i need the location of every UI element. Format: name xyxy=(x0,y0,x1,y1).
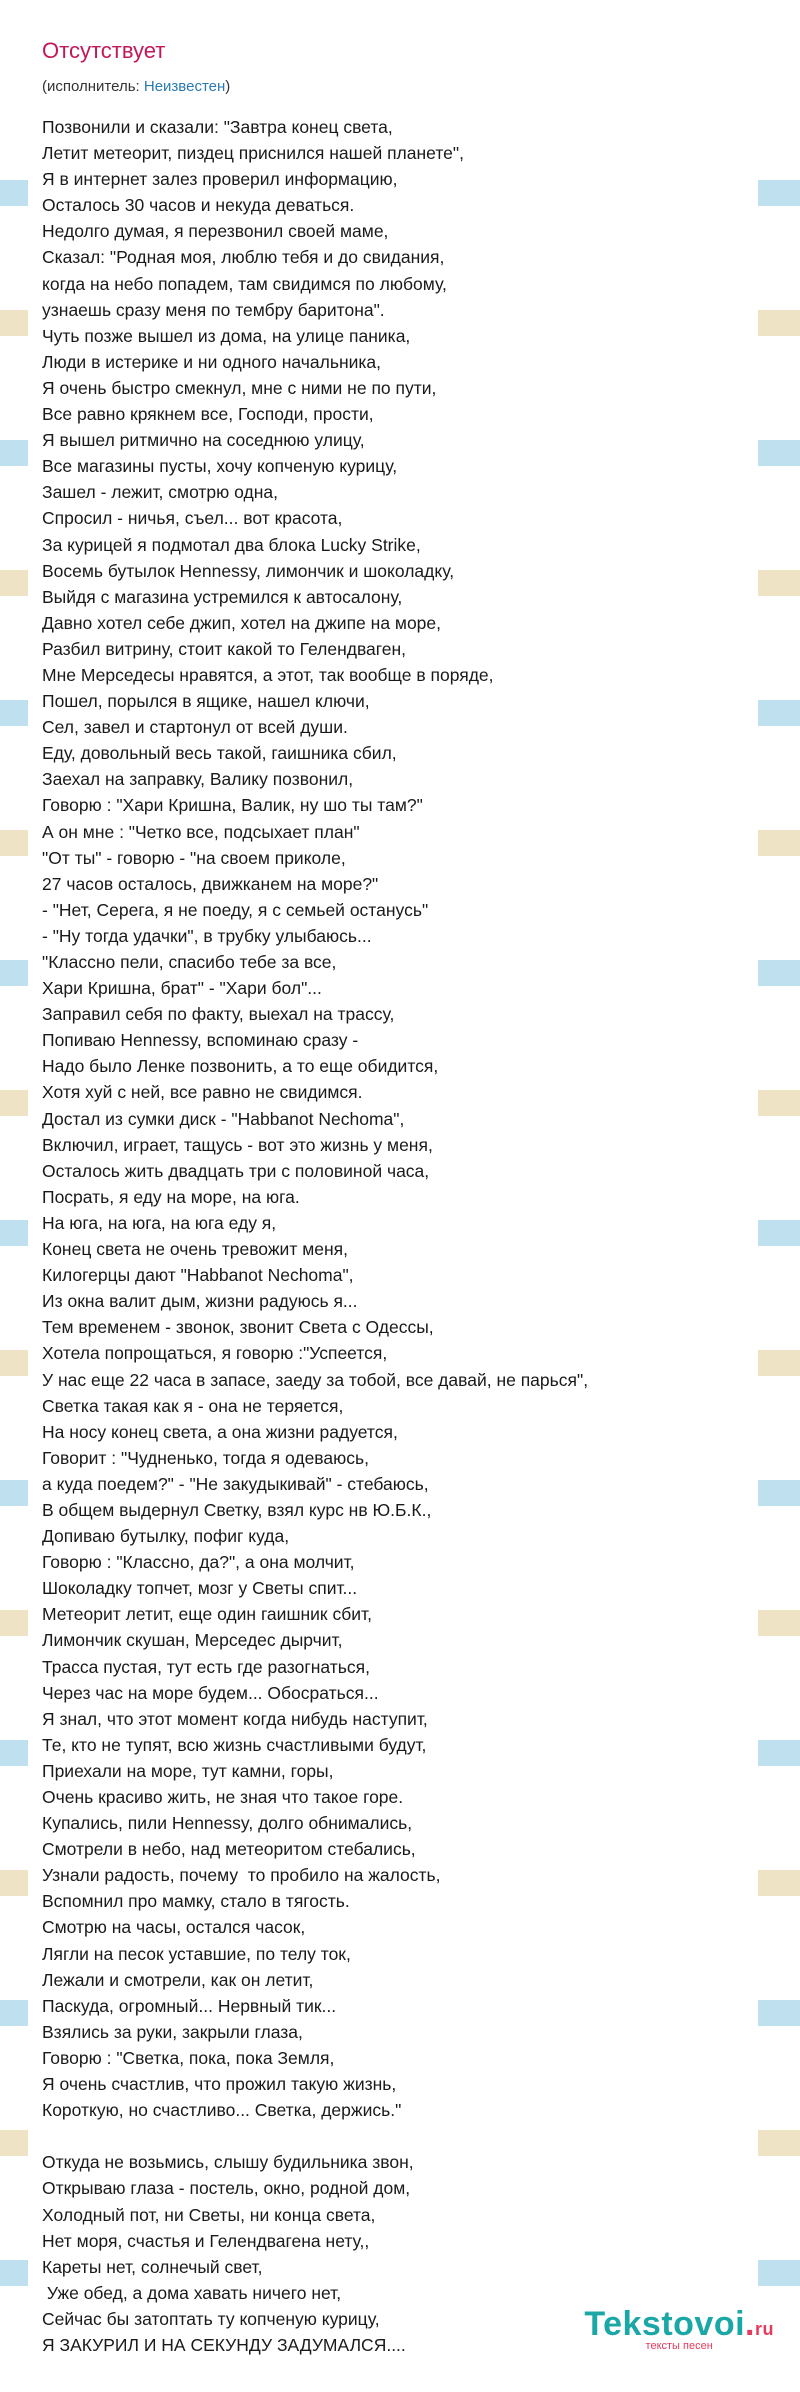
lyric-line: Те, кто не тупят, всю жизнь счастливыми будут, xyxy=(42,1734,427,1755)
lyric-line: Лягли на песок уставшие, по телу ток, xyxy=(42,1943,351,1964)
lyric-line: У нас еще 22 часа в запасе, заеду за тобой, все давай, не парься", xyxy=(42,1369,589,1390)
lyric-line: На юга, на юга, на юга еду я, xyxy=(42,1212,277,1233)
lyric-line: Я очень счастлив, что прожил такую жизнь, xyxy=(42,2074,397,2095)
lyric-line: Достал из сумки диск - "Habbanot Nechoma", xyxy=(42,1108,405,1129)
lyric-line: Еду, довольный весь такой, гаишника сбил, xyxy=(42,743,397,764)
lyric-line: Все равно крякнем все, Господи, прости, xyxy=(42,404,374,425)
lyric-line: Приехали на море, тут камни, горы, xyxy=(42,1760,334,1781)
lyric-line: Паскуда, огромный... Нервный тик... xyxy=(42,1995,337,2016)
lyric-line: Светка такая как я - она не теряется, xyxy=(42,1395,344,1416)
lyric-line: Смотрели в небо, над метеоритом стебались, xyxy=(42,1839,416,1860)
lyric-line: Восемь бутылок Hennessy, лимончик и шоколадку, xyxy=(42,560,455,581)
lyric-line: "Классно пели, спасибо тебе за все, xyxy=(42,952,337,972)
lyric-line: Лимончик скушан, Мерседес дырчит, xyxy=(42,1630,343,1651)
lyric-line: Откуда не возьмись, слышу будильника звон, xyxy=(42,2152,414,2173)
lyric-line: Говорю : "Хари Кришна, Валик, ну шо ты там?" xyxy=(42,795,423,816)
lyric-line: Я в интернет залез проверил информацию, xyxy=(42,169,398,190)
lyric-line: Хотела попрощаться, я говорю :"Успеется, xyxy=(42,1343,388,1364)
lyric-line: 27 часов осталось, движканем на море?" xyxy=(42,873,379,894)
lyric-line: Трасса пустая, тут есть где разогнаться, xyxy=(42,1656,370,1677)
logo-wordmark xyxy=(584,2305,774,2344)
lyrics-text xyxy=(42,114,742,2358)
lyric-line: На носу конец света, а она жизни радуется, xyxy=(42,1421,398,1442)
site-logo[interactable] xyxy=(584,2305,774,2352)
lyric-line: Говорю : "Светка, пока, пока Земля, xyxy=(42,2047,335,2068)
lyric-line: Говорит : "Чудненько, тогда я одеваюсь, xyxy=(42,1447,369,1468)
song-title: Отсутствует xyxy=(42,38,166,63)
lyric-line: Нет моря, счастья и Гелендвагена нету,, xyxy=(42,2230,370,2251)
lyric-line: Люди в истерике и ни одного начальника, xyxy=(42,351,382,372)
lyric-line: Хотя хуй с ней, все равно не свидимся. xyxy=(42,1082,363,1103)
logo-tld: ru xyxy=(755,2319,774,2339)
lyric-line: Зашел - лежит, смотрю одна, xyxy=(42,482,278,503)
lyric-line: Я знал, что этот момент когда нибудь наступит, xyxy=(42,1708,428,1729)
lyric-line: Взялись за руки, закрыли глаза, xyxy=(42,2021,303,2042)
lyric-line: Я вышел ритмично на соседнюю улицу, xyxy=(42,430,365,451)
lyric-line: Все магазины пусты, хочу копченую курицу, xyxy=(42,456,398,477)
lyric-line: Я очень быстро смекнул, мне с ними не по пути, xyxy=(42,377,437,398)
performer-line xyxy=(42,78,230,95)
lyric-line: Открываю глаза - постель, окно, родной дом, xyxy=(42,2178,411,2199)
lyric-line: Вспомнил про мамку, стало в тягость. xyxy=(42,1891,350,1912)
logo-brand: Tekstovoi xyxy=(584,2305,746,2343)
lyric-line: "От ты" - говорю - "на своем приколе, xyxy=(42,847,346,868)
lyric-line: Допиваю бутылку, пофиг куда, xyxy=(42,1526,290,1547)
lyric-line: Летит метеорит, пиздец приснился нашей планете", xyxy=(42,143,464,164)
logo-dot: . xyxy=(745,2305,755,2343)
performer-suffix: ) xyxy=(225,78,231,95)
lyric-line: Заправил себя по факту, выехал на трассу, xyxy=(42,1004,395,1025)
logo-tagline: тексты песен xyxy=(645,2340,713,2352)
lyric-line: Осталось жить двадцать три с половиной часа, xyxy=(42,1160,430,1181)
lyric-line: узнаешь сразу меня по тембру баритона". xyxy=(42,299,385,320)
lyric-line: Давно хотел себе джип, хотел на джипе на море, xyxy=(42,612,442,633)
lyric-line: Сел, завел и стартонул от всей души. xyxy=(42,717,348,738)
lyric-line: Кареты нет, солнечый свет, xyxy=(42,2256,263,2277)
lyric-line: Недолго думая, я перезвонил своей маме, xyxy=(42,221,389,242)
lyric-line: Хари Кришна, брат" - "Хари бол"... xyxy=(42,978,322,999)
performer-prefix: (исполнитель: xyxy=(42,78,144,95)
lyric-line: Шоколадку топчет, мозг у Светы спит... xyxy=(42,1578,358,1599)
lyric-line: Осталось 30 часов и некуда деваться. xyxy=(42,195,355,216)
lyric-line: Позвонили и сказали: "Завтра конец света, xyxy=(42,117,393,137)
lyric-line: Попиваю Hennessy, вспоминаю сразу - xyxy=(42,1030,359,1051)
lyric-line: Тем временем - звонок, звонит Света с Одессы, xyxy=(42,1317,434,1338)
lyric-line: Уже обед, а дома хавать ничего нет, xyxy=(42,2282,342,2303)
lyric-line: когда на небо попадем, там свидимся по любому, xyxy=(42,273,447,294)
lyric-line: Конец света не очень тревожит меня, xyxy=(42,1239,348,1260)
lyric-line: Смотрю на часы, остался часок, xyxy=(42,1917,306,1938)
lyric-line: Холодный пот, ни Светы, ни конца света, xyxy=(42,2204,376,2225)
lyric-line xyxy=(42,2123,742,2149)
lyric-line: Сказал: "Родная моя, люблю тебя и до свидания, xyxy=(42,247,445,268)
lyric-line: Купались, пили Hennessy, долго обнимались, xyxy=(42,1813,413,1834)
lyric-line: Заехал на заправку, Валику позвонил, xyxy=(42,769,354,790)
lyric-line: Очень красиво жить, не зная что такое горе. xyxy=(42,1787,404,1807)
lyric-line: Мне Мерседесы нравятся, а этот, так вообще в поряде, xyxy=(42,664,494,685)
lyric-line: Пошел, порылся в ящике, нашел ключи, xyxy=(42,691,370,712)
lyric-line: Надо было Ленке позвонить, а то еще обидится, xyxy=(42,1056,439,1077)
lyrics-card xyxy=(28,12,758,2384)
lyric-line: Я ЗАКУРИЛ И НА СЕКУНДУ ЗАДУМАЛСЯ.... xyxy=(42,2334,406,2355)
lyric-line: За курицей я подмотал два блока Lucky Strike, xyxy=(42,534,421,555)
lyric-line: Посрать, я еду на море, на юга. xyxy=(42,1186,300,1207)
lyric-line: а куда поедем?" - "Не закудыкивай" - стебаюсь, xyxy=(42,1473,429,1494)
lyric-line: Разбил витрину, стоит какой то Гелендваген, xyxy=(42,638,407,659)
lyric-line: Говорю : "Классно, да?", а она молчит, xyxy=(42,1552,355,1573)
lyric-line: Чуть позже вышел из дома, на улице паника, xyxy=(42,325,411,346)
lyric-line: - "Ну тогда удачки", в трубку улыбаюсь... xyxy=(42,925,372,946)
lyric-line: Из окна валит дым, жизни радуюсь я... xyxy=(42,1291,358,1312)
lyric-line: Сейчас бы затоптать ту копченую курицу, xyxy=(42,2308,380,2329)
lyric-line: Спросил - ничья, съел... вот красота, xyxy=(42,508,343,529)
lyric-line: Короткую, но счастливо... Светка, держись." xyxy=(42,2100,402,2121)
lyric-line: Килогерцы дают "Habbanot Nechoma", xyxy=(42,1265,354,1286)
lyric-line: Лежали и смотрели, как он летит, xyxy=(42,1969,314,1990)
lyric-line: - "Нет, Серега, я не поеду, я с семьей останусь" xyxy=(42,899,429,920)
lyric-line: Метеорит летит, еще один гаишник сбит, xyxy=(42,1604,372,1625)
lyric-line: Через час на море будем... Обосраться... xyxy=(42,1682,379,1703)
lyric-line: В общем выдернул Светку, взял курс нв Ю.Б.К., xyxy=(42,1499,432,1520)
performer-link[interactable]: Неизвестен xyxy=(143,78,226,95)
lyric-line: А он мне : "Четко все, подсыхает план" xyxy=(42,821,360,842)
lyric-line: Выйдя с магазина устремился к автосалону, xyxy=(42,586,403,607)
lyric-line: Узнали радость, почему то пробило на жалость, xyxy=(42,1865,441,1886)
lyric-line: Включил, играет, тащусь - вот это жизнь у меня, xyxy=(42,1134,433,1155)
